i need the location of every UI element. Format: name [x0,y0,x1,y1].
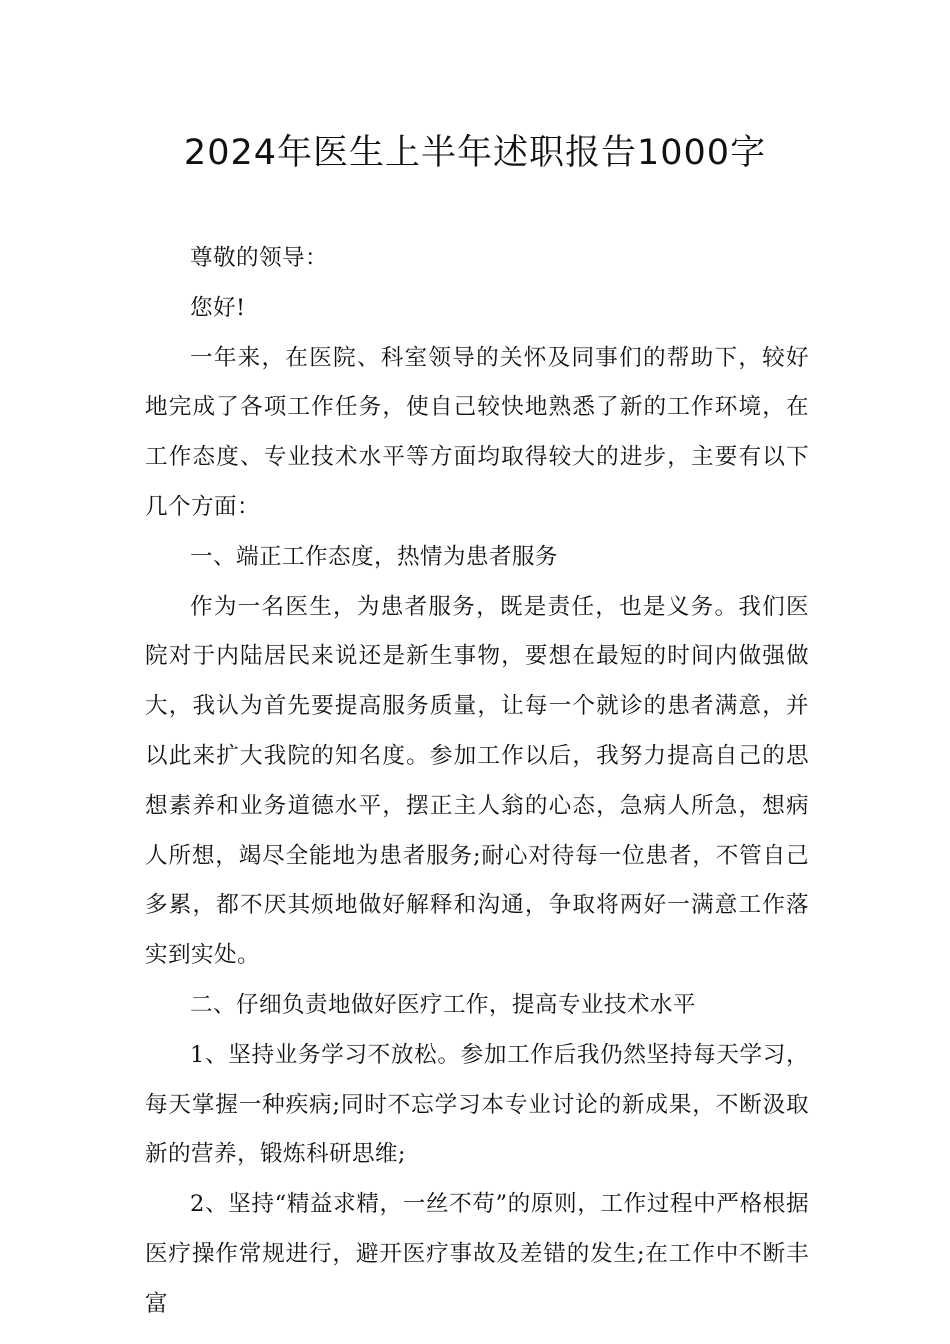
section-2-item-1: 1、坚持业务学习不放松。参加工作后我仍然坚持每天学习，每天掌握一种疾病;同时不忘学习本专业讨论的新成果，不断汲取新的营养，锻炼科研思维; [145,1041,809,1168]
section-heading-2: 二、仔细负责地做好医疗工作，提高专业技术水平 [190,991,696,1018]
section-1-paragraph: 作为一名医生，为患者服务，既是责任，也是义务。我们医院对于内陆居民来说还是新生事物，要想在最短的时间内做强做大，我认为首先要提高服务质量，让每一个就诊的患者满意，并以此来扩大我院的知名度。参加工作以后，我努力提高自己的思想素养和业务道德水平，摆正主人翁的心态，急病人所急，想病人所想，竭尽全能地为患者服务;耐心对待每一位患者，不管自己多累，都不厌其烦地做好解释和沟通，争取将两好一满意工作落实到实处。 [145,593,809,969]
document-body [145,234,809,1330]
section-2-item-2: 2、坚持“精益求精，一丝不苟”的原则，工作过程中严格根据医疗操作常规进行，避开医疗事故及差错的发生;在工作中不断丰富 [145,1191,809,1317]
document-title: 2024年医生上半年述职报告1000字 [183,133,767,173]
salutation: 尊敬的领导： [190,245,328,271]
section-heading-1: 一、端正工作态度，热情为患者服务 [190,543,558,570]
intro-paragraph: 一年来，在医院、科室领导的关怀及同事们的帮助下，较好地完成了各项工作任务，使自己较快地熟悉了新的工作环境，在工作态度、专业技术水平等方面均取得较大的进步，主要有以下几个方面： [145,344,809,520]
greeting: 您好! [190,294,246,321]
